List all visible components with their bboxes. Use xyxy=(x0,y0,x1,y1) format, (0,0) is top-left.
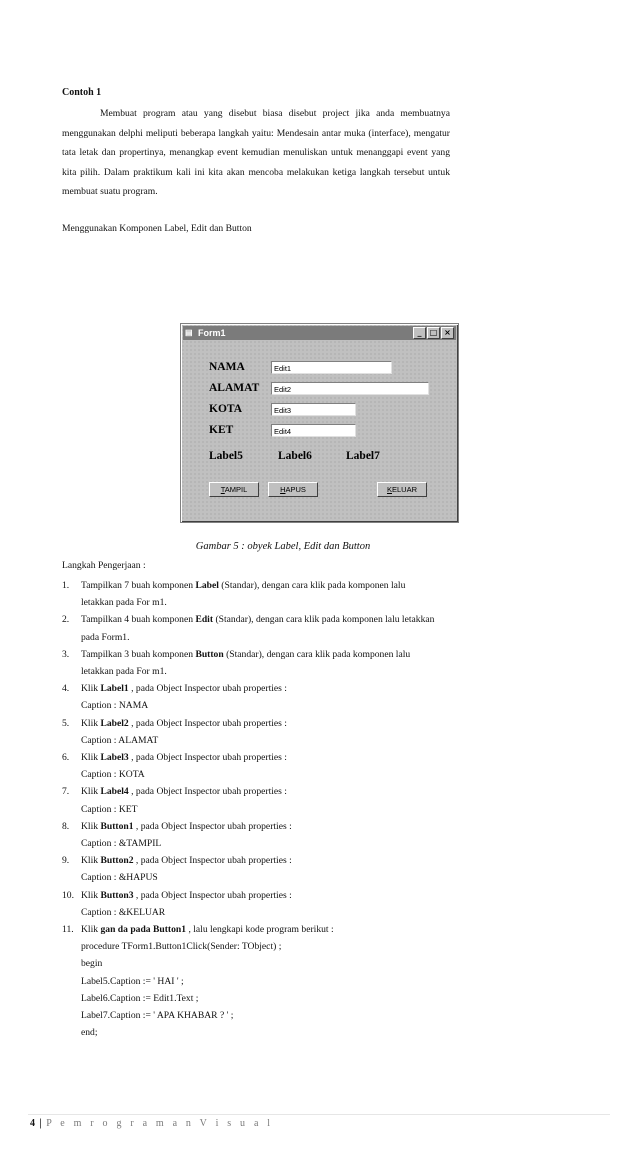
step-item xyxy=(62,680,452,697)
form-titlebar xyxy=(183,326,456,340)
label-alamat: ALAMAT xyxy=(209,382,260,394)
step-item xyxy=(62,887,452,904)
step-number: 3. xyxy=(62,648,70,660)
step-text-post: (Standar), dengan cara klik pada komponen lalu letakkan xyxy=(213,614,435,626)
step-text xyxy=(81,818,452,835)
keluar-button-label: ELUAR xyxy=(392,485,418,494)
step-text-pre: Klik xyxy=(81,786,101,798)
intro-text: Membuat program atau yang disebut biasa disebut project jika anda membuatnya menggunakan delphi meliputi beberapa langkah yaitu: Mendesain antar muka (interface), mengatur tata letak dan propertinya, menangkap event kemudian menuliskan untuk menanggapi event yang kita pilih. Dalam praktikum kali ini kita akan mencoba melakukan ketiga langkah tersebut untuk membuat suatu program. xyxy=(62,108,450,197)
tampil-hotkey: T xyxy=(220,485,225,494)
step-text-post: , pada Object Inspector ubah properties : xyxy=(133,855,292,867)
step-text-pre: Klik xyxy=(81,820,101,832)
step-text-pre: Klik xyxy=(81,683,101,695)
step-text-pre: Tampilkan 7 buah komponen xyxy=(81,580,196,591)
figure-caption: Gambar 5 : obyek Label, Edit dan Button xyxy=(195,541,371,552)
code-line: Label5.Caption := ' HAI ' ; xyxy=(81,975,184,987)
step-text-pre: Klik xyxy=(81,889,101,901)
step-item xyxy=(62,783,452,800)
keluar-button[interactable] xyxy=(377,482,427,497)
step-item xyxy=(62,611,452,628)
label-nama: NAMA xyxy=(209,361,245,373)
step-item xyxy=(62,852,452,869)
step-text-post: (Standar), dengan cara klik pada komponen lalu xyxy=(223,648,411,660)
step-continuation: Caption : KOTA xyxy=(81,769,145,781)
app-icon: ▤ xyxy=(185,328,193,337)
step-text xyxy=(81,611,452,628)
window-controls xyxy=(413,327,454,339)
code-line: procedure TForm1.Button1Click(Sender: TObject) ; xyxy=(81,941,282,953)
step-text xyxy=(81,852,452,869)
label6: Label6 xyxy=(278,450,312,462)
step-number: 7. xyxy=(62,786,70,798)
step-text-pre: Klik xyxy=(81,717,101,729)
step-text-post: , pada Object Inspector ubah properties : xyxy=(133,820,292,832)
footer-separator: | xyxy=(36,1118,47,1129)
step-text-bold: Label3 xyxy=(100,752,129,764)
step-number: 9. xyxy=(62,855,70,867)
step-text-pre: Tampilkan 4 buah komponen xyxy=(81,614,196,626)
step-number: 4. xyxy=(62,683,70,695)
code-line: begin xyxy=(81,958,103,970)
step-text xyxy=(81,749,452,766)
step-text xyxy=(81,715,452,732)
maximize-icon[interactable]: □ xyxy=(427,327,440,339)
edit4-field[interactable]: Edit4 xyxy=(271,424,356,437)
code-line: end; xyxy=(81,1027,98,1039)
step-number: 10. xyxy=(62,889,74,901)
step-number: 1. xyxy=(62,580,70,591)
step-text-bold: Label xyxy=(195,580,219,591)
label7: Label7 xyxy=(346,450,380,462)
page-number: 4 xyxy=(30,1118,36,1129)
step-continuation: Caption : ALAMAT xyxy=(81,734,159,746)
step-number: 5. xyxy=(62,717,70,729)
step-text-pre: Klik xyxy=(81,752,101,764)
step-text xyxy=(81,921,452,938)
step-text-pre: Klik xyxy=(81,855,101,867)
step-text-bold: gan da pada Button1 xyxy=(100,924,187,936)
step-text-bold: Label2 xyxy=(100,717,129,729)
step-continuation: Caption : &HAPUS xyxy=(81,872,158,884)
minimize-icon[interactable]: _ xyxy=(413,327,426,339)
step-number: 6. xyxy=(62,752,70,764)
step-text-bold: Button xyxy=(195,648,224,660)
section-heading: Contoh 1 xyxy=(62,87,102,98)
step-item xyxy=(62,646,452,663)
intro-paragraph xyxy=(62,104,450,202)
page-footer xyxy=(30,1118,273,1129)
steps-list xyxy=(62,577,452,1041)
step-continuation: Caption : NAMA xyxy=(81,700,149,712)
step-continuation: pada Form1. xyxy=(81,631,130,643)
step-text-bold: Edit xyxy=(195,614,214,626)
subheading: Menggunakan Komponen Label, Edit dan Button xyxy=(62,223,252,234)
hapus-hotkey: H xyxy=(280,485,286,494)
tampil-button-label: AMPIL xyxy=(224,485,248,494)
step-text-bold: Label4 xyxy=(100,786,129,798)
step-text-bold: Button2 xyxy=(100,855,134,867)
step-number: 8. xyxy=(62,820,70,832)
edit1-field[interactable]: Edit1 xyxy=(271,361,392,374)
step-item xyxy=(62,715,452,732)
steps-heading: Langkah Pengerjaan : xyxy=(62,560,146,571)
step-item xyxy=(62,818,452,835)
edit3-field[interactable]: Edit3 xyxy=(271,403,356,416)
edit2-field[interactable]: Edit2 xyxy=(271,382,429,395)
step-continuation: Caption : &TAMPIL xyxy=(81,838,162,850)
form-title: Form1 xyxy=(198,328,226,338)
tampil-button[interactable] xyxy=(209,482,259,497)
step-text-post: , lalu lengkapi kode program berikut : xyxy=(186,924,334,936)
label5: Label5 xyxy=(209,450,243,462)
keluar-hotkey: K xyxy=(386,485,392,494)
step-text xyxy=(81,680,452,697)
label-ket: KET xyxy=(209,424,234,436)
step-text-post: , pada Object Inspector ubah properties : xyxy=(133,889,292,901)
footer-divider xyxy=(28,1114,610,1115)
step-text-post: , pada Object Inspector ubah properties : xyxy=(128,717,287,729)
step-text-post: , pada Object Inspector ubah properties : xyxy=(128,786,287,798)
step-text xyxy=(81,577,452,594)
step-item xyxy=(62,921,452,938)
step-text-bold: Button3 xyxy=(100,889,134,901)
step-number: 2. xyxy=(62,614,70,626)
code-line: Label6.Caption := Edit1.Text ; xyxy=(81,992,199,1004)
step-text xyxy=(81,887,452,904)
step-text xyxy=(81,646,452,663)
step-text-post: , pada Object Inspector ubah properties : xyxy=(128,683,287,695)
delphi-form-window xyxy=(180,323,459,523)
step-continuation: Caption : &KELUAR xyxy=(81,906,166,918)
label-kota: KOTA xyxy=(209,403,243,415)
step-text xyxy=(81,783,452,800)
step-text-pre: Tampilkan 3 buah komponen xyxy=(81,648,196,660)
step-text-bold: Label1 xyxy=(100,683,129,695)
step-text-post: (Standar), dengan cara klik pada komponen lalu xyxy=(218,580,406,591)
step-text-pre: Klik xyxy=(81,924,101,936)
hapus-button-label: APUS xyxy=(285,485,306,494)
step-continuation: letakkan pada For m1. xyxy=(81,597,167,609)
step-number: 11. xyxy=(62,924,74,936)
step-text-post: , pada Object Inspector ubah properties : xyxy=(128,752,287,764)
step-text-bold: Button1 xyxy=(100,820,134,832)
step-continuation: letakkan pada For m1. xyxy=(81,666,167,678)
code-line: Label7.Caption := ' APA KHABAR ? ' ; xyxy=(81,1010,234,1022)
footer-title: P e m r o g r a m a n V i s u a l xyxy=(46,1118,274,1129)
step-item xyxy=(62,749,452,766)
step-continuation: Caption : KET xyxy=(81,803,138,815)
hapus-button[interactable] xyxy=(268,482,318,497)
step-item xyxy=(62,577,452,594)
close-icon[interactable]: × xyxy=(441,327,454,339)
